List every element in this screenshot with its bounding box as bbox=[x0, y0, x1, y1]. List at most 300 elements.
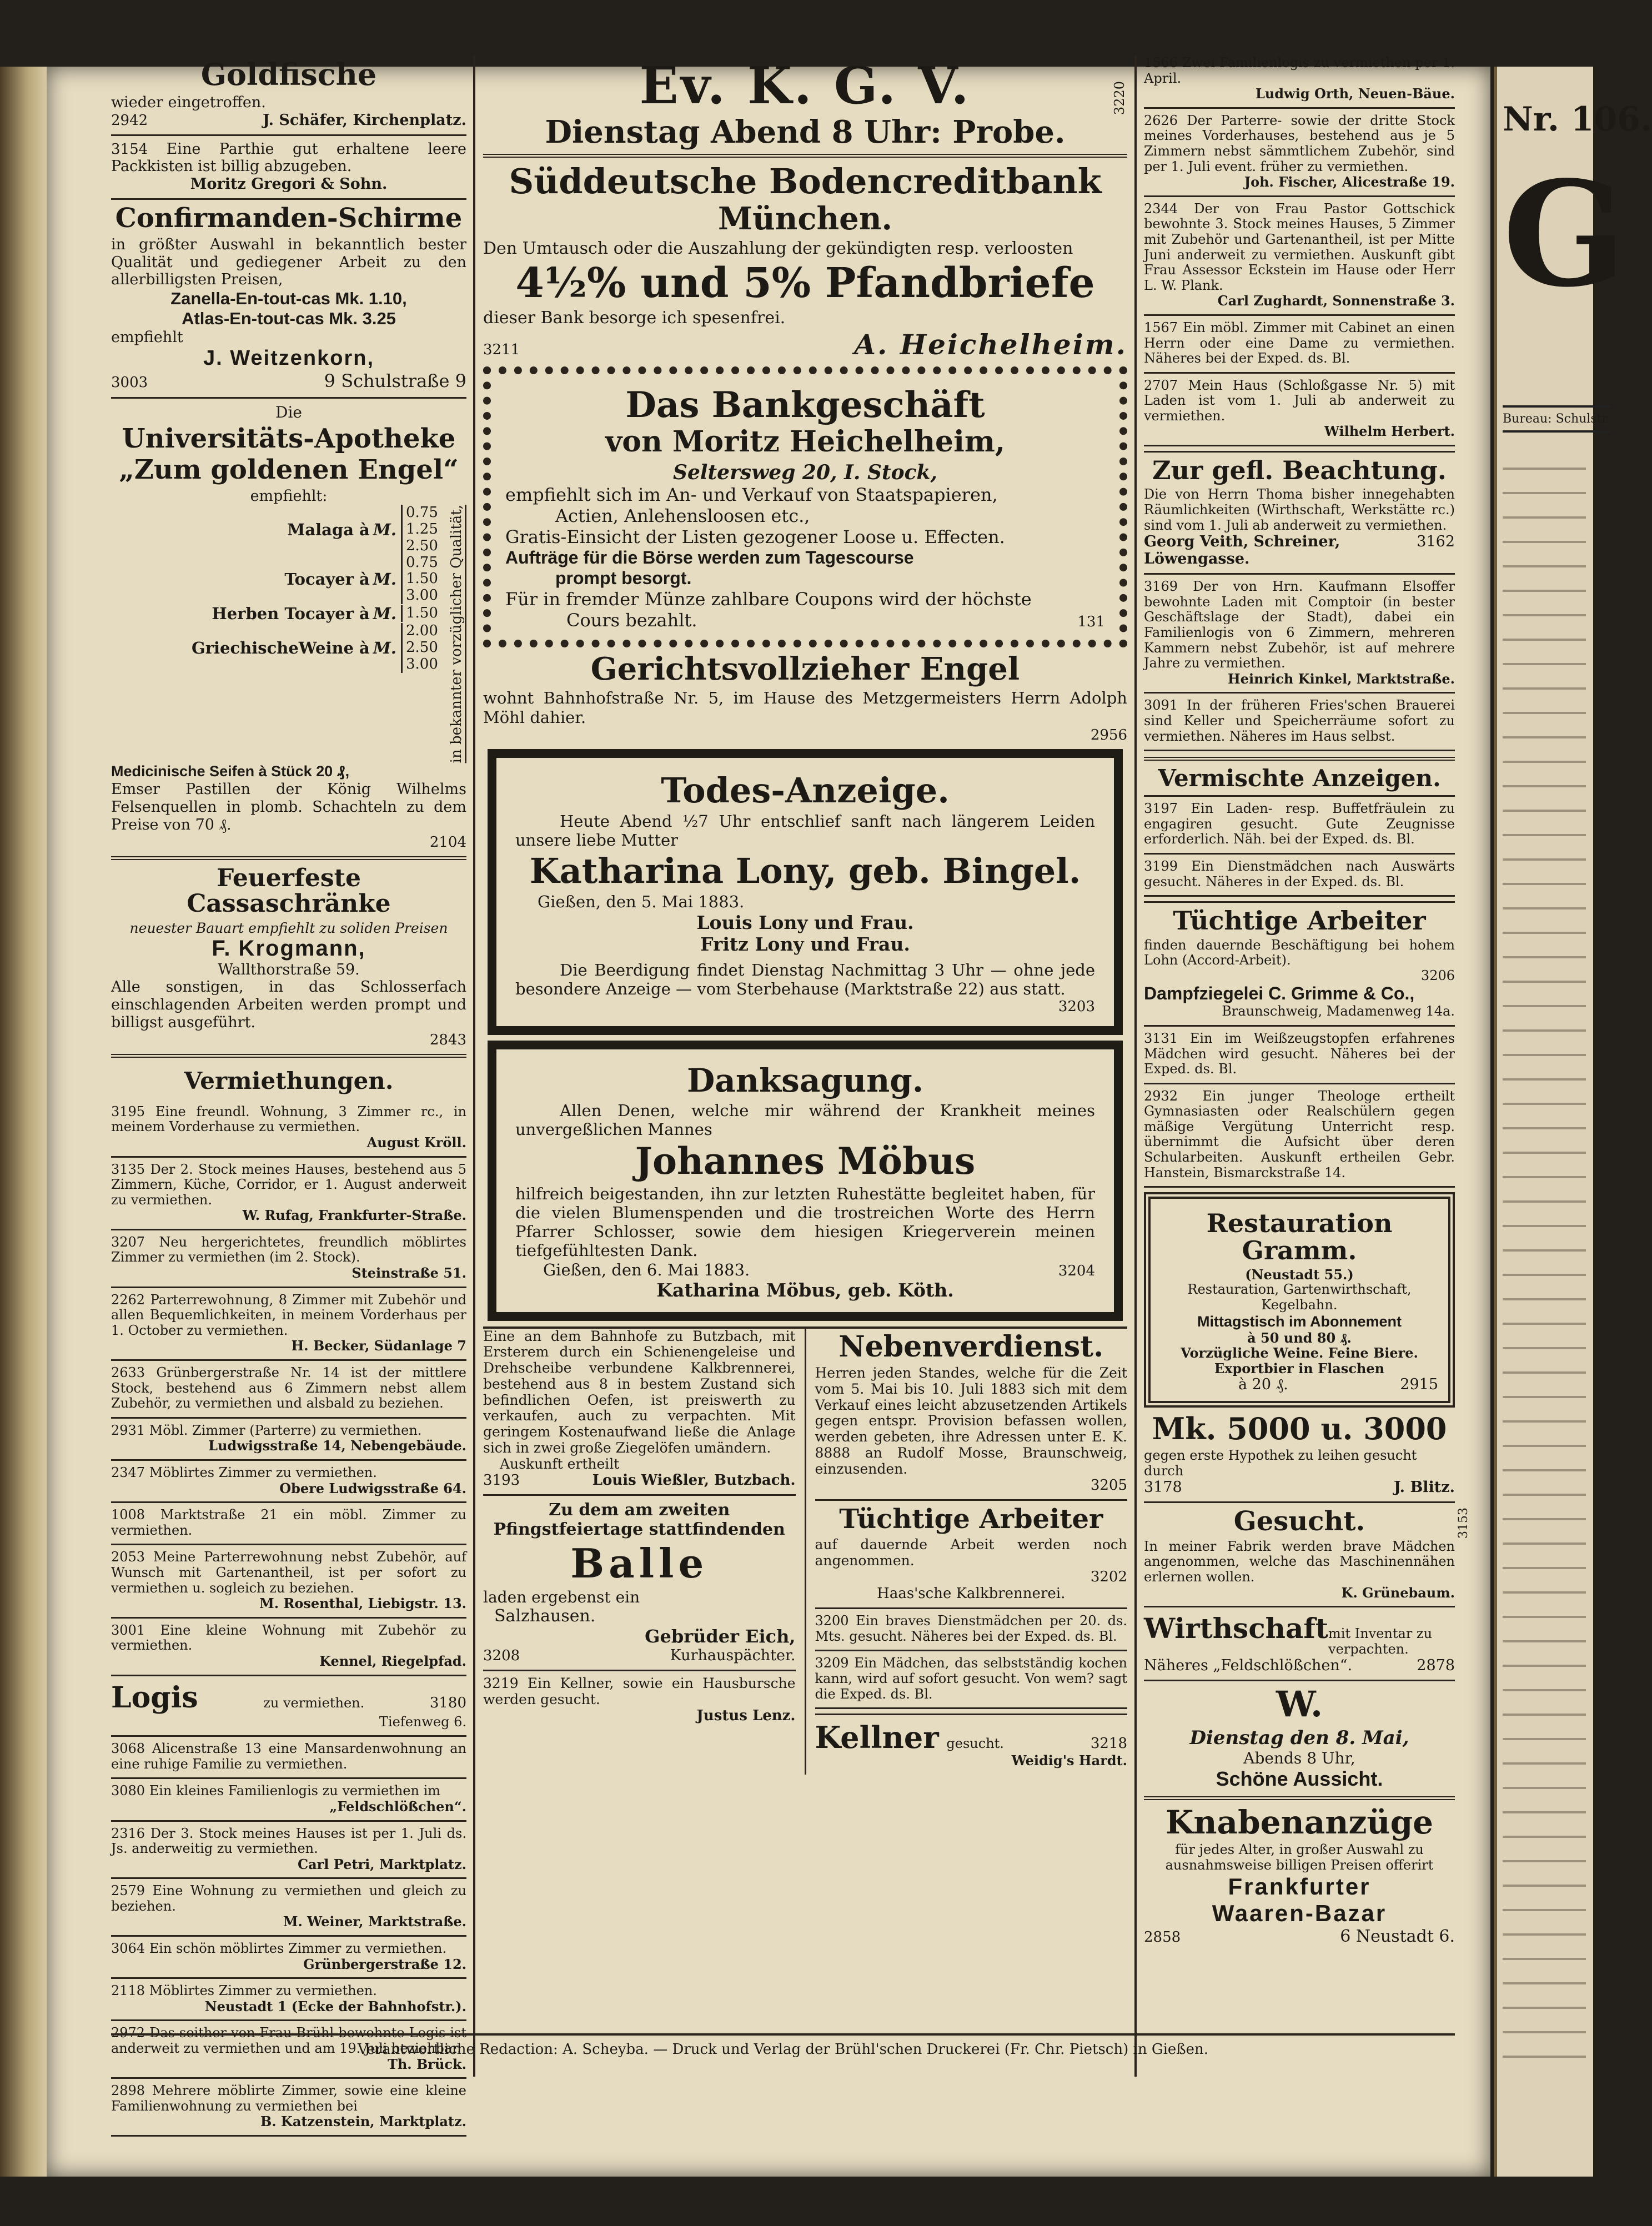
ad-number: 2579 bbox=[111, 1883, 145, 1899]
ad-firm: Carl Zughardt, Sonnenstraße 3. bbox=[1217, 293, 1455, 309]
divider bbox=[111, 1359, 466, 1361]
ad-danksagung bbox=[488, 1041, 1123, 1321]
wine-row bbox=[111, 604, 445, 623]
ad-text-line bbox=[111, 1365, 466, 1411]
divider bbox=[111, 198, 466, 200]
ad-firm: Frankfurter bbox=[1228, 1873, 1371, 1900]
ad-title: München. bbox=[717, 200, 893, 238]
divider bbox=[111, 134, 466, 136]
wine-name: GriechischeWeine bbox=[192, 639, 354, 658]
wine-a: à bbox=[359, 604, 370, 624]
ad-text-line bbox=[1144, 1031, 1455, 1077]
ad-text: Neu hergerichtetes, freundlich möblirtes Zimmer zu vermiethen (im 2. Stock). bbox=[111, 1234, 466, 1265]
ad-title: Das Bankgeschäft bbox=[625, 384, 985, 426]
ad-number: 3091 bbox=[1144, 697, 1178, 713]
ad-firm: August Kröll. bbox=[366, 1134, 466, 1150]
list-item bbox=[1144, 1089, 1455, 1181]
ad-number: 3203 bbox=[1058, 998, 1095, 1016]
ad-text: Ein junger Theologe ertheilt Gymnasiasten oder Realschülern gegen mäßige Vergütung Unterricht resp. übernimmt die Aufsicht über deren Schularbeiten. Auskunft ertheilen Gebr. Hanstein, Bismarckstraße 14. bbox=[1144, 1088, 1455, 1180]
divider bbox=[1144, 1186, 1455, 1188]
ad-text-line bbox=[111, 2083, 466, 2114]
divider bbox=[111, 1617, 466, 1619]
column-right bbox=[1144, 55, 1470, 1952]
ad-firm: J. Schäfer, Kirchenplatz. bbox=[262, 111, 466, 129]
ad-text: Auskunft ertheilt bbox=[500, 1455, 620, 1472]
ad-number: 2347 bbox=[111, 1465, 145, 1480]
divider bbox=[111, 1977, 466, 1979]
ad-date: Gießen, den 5. Mai 1883. bbox=[538, 892, 745, 912]
ad-text: Eine an dem Bahnhofe zu Butzbach, mit Ersterem durch ein Schienengeleise und Drehscheibe verbundene Kalkbrennerei, bestehend aus 8 in bestem Zustand sich befindlichen Oefen, ist preiswerth zu verkaufen, auch zu verpachten. Mit geringem Kostenaufwand ließe die Anlage sich in zwei große Ziegelöfen umändern. bbox=[483, 1328, 796, 1456]
divider bbox=[1144, 195, 1455, 197]
ad-text: Die Beerdigung findet Dienstag Nachmittag 3 Uhr — ohne jede besondere Anzeige — vom Sterbehause (Marktstraße 22) aus statt. bbox=[515, 960, 1095, 998]
ad-firm: Weidig's Hardt. bbox=[1011, 1752, 1127, 1769]
ad-title: Knabenanzüge bbox=[1165, 1803, 1434, 1841]
ad-restauration bbox=[1144, 1192, 1455, 1408]
list-item bbox=[1144, 579, 1455, 686]
divider bbox=[111, 1417, 466, 1419]
divider bbox=[815, 1499, 1128, 1501]
ad-signature: Katharina Möbus, geb. Köth. bbox=[656, 1279, 954, 1301]
ad-text: Der Parterre- sowie der dritte Stock meines Vorderhauses, bestehend aus je 5 Zimmern nebst sämmtlichem Zubehör, sind per 1. Juli event. früher zu vermiethen. bbox=[1144, 112, 1455, 174]
ad-firm: B. Katzenstein, Marktplatz. bbox=[260, 2113, 466, 2130]
list-item bbox=[111, 1508, 466, 1538]
ad-text: Ein möbl. Zimmer mit Cabinet an einen Herrn oder eine Dame zu vermiethen. Näheres bei der Exped. ds. Bl. bbox=[1144, 319, 1455, 366]
ad-number: 3003 bbox=[111, 374, 148, 391]
ad-number: 3206 bbox=[1420, 967, 1455, 983]
divider bbox=[111, 1935, 466, 1937]
divider bbox=[111, 1501, 466, 1503]
divider bbox=[1144, 1796, 1455, 1800]
ad-address: Seltersweg 20, I. Stock, bbox=[672, 460, 938, 484]
divider bbox=[1144, 445, 1455, 446]
ad-text: Eine freundl. Wohnung, 3 Zimmer rc., in meinem Vorderhause zu vermiethen. bbox=[111, 1103, 466, 1135]
list-item bbox=[1144, 698, 1455, 744]
ad-text: Alle sonstigen, in das Schlosserfach einschlagenden Arbeiten werden prompt und billigst ausgeführt. bbox=[111, 978, 466, 1031]
ad-cassenschraenke bbox=[111, 863, 466, 1048]
ad-text: Die bbox=[275, 403, 302, 422]
ad-title: Zur gefl. Beachtung. bbox=[1152, 455, 1447, 486]
ad-text-line bbox=[111, 1883, 466, 1914]
column-middle bbox=[483, 56, 1127, 1775]
ad-address: (Neustadt 55.) bbox=[1245, 1266, 1354, 1283]
ad-number: 3135 bbox=[111, 1161, 145, 1177]
wine-mark: M. bbox=[373, 639, 396, 658]
divider bbox=[111, 1735, 466, 1737]
ad-title: Gesucht. bbox=[1233, 1506, 1365, 1537]
ad-number: 3131 bbox=[1144, 1030, 1178, 1046]
ad-number: 2053 bbox=[111, 1549, 145, 1565]
ad-number: 2316 bbox=[111, 1825, 145, 1841]
ad-firm: M. Weiner, Marktstraße. bbox=[283, 1913, 466, 1930]
wine-mark: M. bbox=[373, 570, 396, 589]
ad-text: Ein schön möblirtes Zimmer zu vermiethen. bbox=[149, 1941, 447, 1957]
ad-text: Der von Hrn. Kaufmann Elsoffer bewohnte Laden mit Comptoir (in bester Geschäftslage der Stadt), dabei ein Familienlogis von 6 Zimmern, mehreren Kammern nebst Zubehör, ist auf mehrere Jahre zu vermiethen. bbox=[1144, 579, 1455, 671]
ad-arbeiter-ziegelei bbox=[1144, 907, 1455, 1019]
ad-number: 2344 bbox=[1144, 200, 1178, 217]
list-item bbox=[111, 1783, 466, 1814]
list-item bbox=[111, 1235, 466, 1281]
ad-number: 3001 bbox=[111, 1622, 145, 1638]
ad-text: Möblirtes Zimmer zu vermiethen. bbox=[149, 1983, 377, 1999]
ad-text: prompt besorgt. bbox=[555, 567, 692, 588]
ad-firm: Georg Veith, Schreiner, Löwengasse. bbox=[1144, 533, 1340, 568]
ad-firm: Ludwigsstraße 14, Nebengebäude. bbox=[208, 1438, 466, 1454]
ad-text: In der früheren Fries'schen Brauerei sind Keller und Speicherräume sofort zu vermiethen. Näheres im Haus selbst. bbox=[1144, 697, 1455, 744]
list-item bbox=[111, 1104, 466, 1150]
ad-schirme bbox=[111, 204, 466, 391]
ad-number: 2104 bbox=[429, 833, 466, 851]
ad-w bbox=[1144, 1686, 1455, 1790]
ad-goldfische bbox=[111, 59, 466, 129]
right-ads-2 bbox=[1144, 579, 1455, 751]
ad-beachtung bbox=[1144, 457, 1455, 567]
ad-title: Gerichtsvollzieher Engel bbox=[590, 650, 1020, 687]
divider bbox=[1144, 853, 1455, 855]
ad-title: Süddeutsche Bodencreditbank bbox=[509, 161, 1102, 202]
price-item: Zanella-En-tout-cas Mk. 1.10, bbox=[170, 289, 407, 309]
bottom-right bbox=[806, 1329, 1128, 1775]
ad-title: Kellner bbox=[815, 1720, 939, 1756]
ad-title: Mk. 5000 u. 3000 bbox=[1152, 1411, 1447, 1447]
ad-text: gesucht. bbox=[946, 1736, 1004, 1752]
ad-number: 3220 bbox=[1112, 81, 1127, 115]
ad-firm: Dampfziegelei C. Grimme & Co., bbox=[1144, 983, 1415, 1004]
vermiethungen-list bbox=[111, 1104, 466, 1676]
ad-title: „Zum goldenen Engel“ bbox=[119, 454, 459, 486]
ad-firm: Haas'sche Kalkbrennerei. bbox=[877, 1585, 1066, 1602]
ad-ev-kgv bbox=[483, 56, 1127, 150]
divider bbox=[111, 2135, 466, 2137]
wine-price: 3.00 bbox=[406, 656, 438, 672]
ad-firm: M. Rosenthal, Liebigstr. 13. bbox=[259, 1595, 466, 1612]
ad-number: 1566 bbox=[1144, 55, 1178, 71]
wine-price: 0.75 bbox=[406, 554, 438, 571]
divider bbox=[1144, 1083, 1455, 1084]
ad-text: gegen erste Hypothek zu leihen gesucht durch bbox=[1144, 1448, 1417, 1479]
list-item bbox=[111, 1423, 466, 1454]
ad-firm: F. Krogmann, bbox=[212, 936, 366, 961]
ad-title: Todes-Anzeige. bbox=[661, 770, 950, 811]
wine-row bbox=[111, 555, 445, 605]
ad-text: Parterrewohnung, 8 Zimmer mit Zubehör und allen Bequemlichkeiten, in meinem Vorderhaus per 1. October zu vermiethen. bbox=[111, 1292, 466, 1338]
ad-text: Vorzügliche Weine. Feine Biere. bbox=[1181, 1345, 1418, 1361]
divider bbox=[111, 1287, 466, 1288]
divider bbox=[111, 1544, 466, 1545]
ad-text: Eine Parthie gut erhaltene leere Packkisten ist billig abzugeben. bbox=[111, 140, 466, 175]
ad-number: 3207 bbox=[111, 1234, 145, 1250]
column-left bbox=[111, 56, 466, 2141]
ad-firm: Neustadt 1 (Ecke der Bahnhofstr.). bbox=[204, 1998, 466, 2014]
right-ads-1 bbox=[1144, 56, 1455, 446]
ad-title: Confirmanden-Schirme bbox=[115, 203, 463, 234]
divider bbox=[111, 1777, 466, 1779]
ad-text: Der von Frau Pastor Gottschick bewohnte 3. Stock meines Hauses, 5 Zimmer mit Zubehör und Gartenantheil, ist per Mitte Juni anderweit zu vermiethen. Auskunft gibt Frau Assessor Eckstein im Hause oder Herr L. W. Plank. bbox=[1144, 200, 1455, 293]
ad-number: 3195 bbox=[111, 1103, 145, 1119]
ad-text: Emser Pastillen der König Wilhelms Felsenquellen in plomb. Schachteln zu dem Preise von 70 ₰. bbox=[111, 781, 466, 833]
divider bbox=[111, 397, 466, 399]
ad-title: Goldfische bbox=[200, 57, 377, 92]
wine-price: 1.50 bbox=[406, 605, 438, 622]
ad-number: 131 bbox=[1077, 613, 1105, 630]
list-item bbox=[111, 1550, 466, 1611]
list-item bbox=[111, 2083, 466, 2129]
imprint-footer: Verantwortliche Redaction: A. Scheyba. — Druck und Verlag der Brühl'schen Druckerei (Fr. Chr. Pietsch) in Gießen. bbox=[111, 2033, 1455, 2058]
ad-text: Zu dem am zweiten Pfingstfeiertage stattfindenden bbox=[493, 1500, 785, 1540]
ad-number: 3204 bbox=[1058, 1262, 1095, 1279]
ad-text: hilfreich beigestanden, ihn zur letzten Ruhestätte begleitet haben, für die vielen Blumenspenden und die trostreichen Worte des Herrn Pfarrer Schlosser, sowie dem hiesigen Kriegerverein meinen tiefgefühltesten Dank. bbox=[515, 1184, 1095, 1260]
ad-text: Aufträge für die Börse werden zum Tagescourse bbox=[505, 547, 914, 567]
wine-prices bbox=[401, 605, 445, 622]
ad-gesucht bbox=[1144, 1506, 1470, 1601]
ad-number: 2707 bbox=[1144, 377, 1178, 393]
wine-rows bbox=[111, 505, 445, 763]
list-item bbox=[111, 1162, 466, 1223]
ad-address: Braunschweig, Madamenweg 14a. bbox=[1222, 1003, 1455, 1019]
wine-name: Tocayer bbox=[284, 570, 354, 589]
ad-number: 2878 bbox=[1417, 1657, 1455, 1675]
ad-text-line bbox=[1144, 202, 1455, 294]
divider bbox=[111, 1459, 466, 1461]
ad-number: 2932 bbox=[1144, 1088, 1178, 1104]
ad-firm: Joh. Fischer, Alicestraße 19. bbox=[1244, 174, 1455, 190]
divider bbox=[1144, 372, 1455, 374]
ad-text: In meiner Fabrik werden brave Mädchen angenommen, welche das Maschinennähen erlernen wollen. bbox=[1144, 1538, 1455, 1585]
ad-number: 3162 bbox=[1417, 533, 1455, 551]
divider bbox=[111, 1877, 466, 1879]
ad-firm: Moritz Gregori & Sohn. bbox=[190, 175, 388, 193]
ad-number: 2972 bbox=[111, 2025, 145, 2041]
list-item bbox=[111, 1826, 466, 1872]
ad-text: Möbl. Zimmer (Parterre) zu vermiethen. bbox=[149, 1422, 422, 1438]
ad-text: Ein kleines Familienlogis zu vermiethen im bbox=[149, 1783, 441, 1799]
divider bbox=[815, 1714, 1128, 1715]
divider bbox=[1144, 451, 1455, 453]
section-title: Vermiethungen. bbox=[184, 1067, 394, 1094]
ad-firm: A. Heichelheim. bbox=[854, 328, 1127, 361]
divider bbox=[815, 1707, 1128, 1709]
ad-firm: Ludwig Orth, Neuen-Bäue. bbox=[1255, 86, 1455, 102]
ad-hypothek bbox=[1144, 1413, 1455, 1496]
ad-number: 2626 bbox=[1144, 112, 1178, 128]
ad-number: 2843 bbox=[429, 1031, 466, 1048]
ad-text: wohnt Bahnhofstraße Nr. 5, im Hause des Metzgermeisters Herrn Adolph Möhl dahier. bbox=[483, 689, 1127, 727]
ad-kellner-hausbursche bbox=[483, 1676, 796, 1725]
wine-a: à bbox=[359, 570, 370, 589]
ad-packkisten bbox=[111, 140, 466, 193]
divider bbox=[111, 1675, 466, 1676]
ad-text-line bbox=[111, 1623, 466, 1654]
ad-text-line bbox=[111, 1983, 466, 1999]
wine-row bbox=[111, 623, 445, 673]
ad-text-line bbox=[1144, 1089, 1455, 1181]
deceased-name: Johannes Möbus bbox=[635, 1139, 976, 1183]
ad-number: 3169 bbox=[1144, 579, 1178, 595]
ad-firm: Obere Ludwigsstraße 64. bbox=[279, 1480, 466, 1496]
list-item bbox=[111, 1365, 466, 1411]
ad-text: mit Inventar zu verpachten. bbox=[1328, 1626, 1433, 1657]
divider bbox=[111, 2019, 466, 2021]
ad-number: 2858 bbox=[1144, 1928, 1181, 1946]
ad-text: Marktstraße 21 ein möbl. Zimmer zu vermiethen. bbox=[111, 1507, 466, 1538]
ad-text: Abends 8 Uhr, bbox=[1243, 1748, 1355, 1767]
list-item bbox=[111, 1623, 466, 1669]
ad-number: 3211 bbox=[483, 341, 520, 358]
ad-text-line bbox=[111, 1941, 466, 1957]
ad-signature: Louis Lony und Frau. bbox=[696, 911, 914, 933]
next-page-edge bbox=[1494, 67, 1652, 2177]
ad-title: Tüchtige Arbeiter bbox=[1173, 906, 1426, 936]
bottom-split bbox=[483, 1326, 1127, 1775]
price-item: Atlas-En-tout-cas Mk. 3.25 bbox=[182, 309, 396, 329]
divider bbox=[111, 1229, 466, 1230]
list-item bbox=[111, 1293, 466, 1354]
ad-text: empfiehlt: bbox=[250, 487, 328, 505]
divider bbox=[1144, 895, 1455, 897]
wine-a: à bbox=[359, 639, 370, 658]
ad-text: auf dauernde Arbeit werden noch angenommen. bbox=[815, 1536, 1127, 1569]
ad-firm: Kennel, Riegelpfad. bbox=[319, 1652, 466, 1669]
ad-firm: Waaren-Bazar bbox=[1212, 1900, 1387, 1926]
ad-number: 3205 bbox=[1090, 1477, 1127, 1494]
ad-firm: Grünbergerstraße 12. bbox=[303, 1956, 466, 1972]
ad-knabenanzuege bbox=[1144, 1803, 1455, 1946]
ad-text: Dienstag den 8. Mai, bbox=[1189, 1726, 1409, 1749]
wine-row bbox=[111, 505, 445, 555]
divider bbox=[111, 1820, 466, 1822]
ad-apotheke bbox=[111, 403, 466, 851]
ad-bankgeschaeft bbox=[483, 366, 1127, 647]
ad-text: Mein Haus (Schloßgasse Nr. 5) mit Laden ist vom 1. Juli ab anderweit zu vermiethen. bbox=[1144, 377, 1455, 424]
ad-text: Meine Parterrewohnung nebst Zubehör, auf Wunsch mit Gartenantheil, ist per sofort zu vermiethen u. sogleich zu beziehen. bbox=[111, 1549, 466, 1596]
ad-kalkbrennerei bbox=[483, 1329, 796, 1489]
ad-firm: Th. Brück. bbox=[388, 2056, 466, 2072]
ad-text-line bbox=[111, 1826, 466, 1857]
ad-number: 2262 bbox=[111, 1292, 145, 1308]
list-item bbox=[111, 1941, 466, 1972]
wine-mark: M. bbox=[373, 520, 396, 539]
divider bbox=[483, 154, 1127, 158]
ad-number: 3219 bbox=[483, 1675, 519, 1691]
divider bbox=[483, 1670, 796, 1671]
divider bbox=[111, 1054, 466, 1058]
divider bbox=[111, 1156, 466, 1158]
wine-a: à bbox=[359, 520, 370, 539]
divider bbox=[1144, 573, 1455, 575]
ad-text-line bbox=[111, 1783, 466, 1799]
ad-text-line bbox=[111, 1235, 466, 1265]
ad-text-line bbox=[111, 1550, 466, 1596]
ad-text-line bbox=[1144, 113, 1455, 174]
list-item bbox=[1144, 1031, 1455, 1077]
next-page-number: Nr. 106. bbox=[1503, 100, 1652, 139]
wine-list bbox=[111, 505, 466, 763]
ad-text: Gratis-Einsicht der Listen gezogener Loose u. Effecten. bbox=[505, 526, 1005, 547]
divider bbox=[1144, 750, 1455, 751]
ad-firm: J. Weitzenkorn, bbox=[203, 346, 375, 370]
ad-text: finden dauernde Beschäftigung bei hohem Lohn (Accord-Arbeit). bbox=[1144, 937, 1455, 968]
column-rule-2 bbox=[1134, 56, 1137, 2077]
ad-highlight: 4½% und 5% Pfandbriefe bbox=[515, 259, 1095, 307]
right-ads-3 bbox=[1144, 801, 1455, 897]
dienst-list bbox=[815, 1614, 1128, 1709]
divider bbox=[1144, 1680, 1455, 1681]
ad-text: Näheres „Feldschlößchen“. bbox=[1144, 1657, 1353, 1675]
ad-text-line bbox=[111, 1423, 466, 1439]
ad-text: für jedes Alter, in großer Auswahl zu ausnahmsweise billigen Preisen offerirt bbox=[1165, 1842, 1434, 1873]
divider bbox=[1144, 1606, 1455, 1607]
ad-date: Gießen, den 6. Mai 1883. bbox=[543, 1260, 750, 1279]
ad-firm: K. Grünebaum. bbox=[1341, 1584, 1455, 1601]
ad-title: Restauration Gramm. bbox=[1206, 1208, 1393, 1265]
ad-number: 3197 bbox=[1144, 801, 1178, 817]
wine-mark: M. bbox=[373, 604, 396, 624]
ad-address: 6 Neustadt 6. bbox=[1340, 1926, 1455, 1946]
ad-title: Nebenverdienst. bbox=[838, 1329, 1104, 1364]
book-binding-edge bbox=[0, 67, 47, 2177]
ad-text: Zwei Familienlogis zu vermiethen per 1. April. bbox=[1144, 55, 1455, 86]
right-ads-4 bbox=[1144, 1031, 1455, 1188]
ad-firm: Gebrüder Eich, bbox=[645, 1625, 796, 1647]
ad-title: Balle bbox=[570, 1540, 709, 1587]
wine-price: 1.25 bbox=[406, 520, 438, 537]
ad-number: 2118 bbox=[111, 1983, 145, 1999]
list-item bbox=[111, 1883, 466, 1929]
list-item bbox=[1144, 113, 1455, 190]
wine-name: Herben Tocayer bbox=[212, 604, 354, 624]
ad-text: Eine kleine Wohnung mit Zubehör zu vermiethen. bbox=[111, 1622, 466, 1654]
list-item bbox=[111, 1983, 466, 2014]
wine-name: Malaga bbox=[287, 520, 354, 539]
ad-logis bbox=[111, 1681, 466, 1730]
ad-number: 3178 bbox=[1144, 1479, 1182, 1496]
ad-text: Alicenstraße 13 eine Mansardenwohnung an eine ruhige Familie zu vermiethen. bbox=[111, 1741, 466, 1772]
ad-number: 3200 bbox=[815, 1613, 849, 1629]
deceased-name: Katharina Lony, geb. Bingel. bbox=[529, 851, 1081, 892]
ad-text: Allen Denen, welche mir während der Krankheit meines unvergeßlichen Mannes bbox=[515, 1101, 1095, 1139]
list-item bbox=[815, 1614, 1128, 1644]
ad-text: Medicinische Seifen à Stück 20 ₰, bbox=[111, 763, 350, 780]
ad-text: Ein Mädchen, das selbstständig kochen kann, wird auf sofort gesucht. Von wem? sagt die Exped. ds. Bl. bbox=[815, 1655, 1127, 1702]
next-page-bureau: Bureau: Schulstr. bbox=[1503, 405, 1610, 433]
ad-text: neuester Bauart empfiehlt zu soliden Preisen bbox=[129, 920, 448, 937]
ad-text-line bbox=[1144, 801, 1455, 847]
wine-price: 2.50 bbox=[406, 537, 438, 554]
ad-number: 2931 bbox=[111, 1422, 145, 1438]
ad-text: Restauration, Gartenwirthschaft, Kegelbahn. bbox=[1187, 1282, 1412, 1313]
ad-nebenverdienst bbox=[815, 1329, 1128, 1494]
ad-text-line bbox=[1144, 859, 1455, 890]
ad-text: dieser Bank besorge ich spesenfrei. bbox=[483, 308, 786, 328]
ad-number: 2942 bbox=[111, 112, 148, 129]
ad-text-line bbox=[111, 1104, 466, 1135]
ad-text-line bbox=[815, 1656, 1128, 1702]
ad-text: Ein Laden- resp. Buffetfräulein zu engagiren gesucht. Gute Zeugnisse erforderlich. Näh. bei der Exped. ds. Bl. bbox=[1144, 801, 1455, 847]
vermiethungen-list-2 bbox=[111, 1741, 466, 2137]
wine-prices bbox=[401, 623, 445, 673]
ad-title: W. bbox=[1276, 1684, 1323, 1726]
divider bbox=[1144, 795, 1455, 797]
ad-text: Mehrere möblirte Zimmer, sowie eine kleine Familienwohnung zu vermiethen bei bbox=[111, 2083, 466, 2114]
ad-number: 2915 bbox=[1400, 1376, 1438, 1394]
ad-text: Ein im Weißzeugstopfen erfahrenes Mädchen wird gesucht. Näheres bei der Exped. ds. Bl. bbox=[1144, 1030, 1455, 1077]
ad-tuechtige-arbeiter bbox=[815, 1505, 1128, 1602]
ad-todesanzeige bbox=[488, 749, 1123, 1035]
divider bbox=[1144, 692, 1455, 694]
wine-price: 1.50 bbox=[406, 570, 438, 587]
ad-text: Die von Herrn Thoma bisher innegehabten Räumlichkeiten (Wirthschaft, Werkstätte rc.) sind vom 1. Juli ab anderweit zu vermiethen. bbox=[1144, 486, 1455, 533]
ad-text: Cours bezahlt. bbox=[566, 609, 697, 631]
divider bbox=[1144, 107, 1455, 109]
